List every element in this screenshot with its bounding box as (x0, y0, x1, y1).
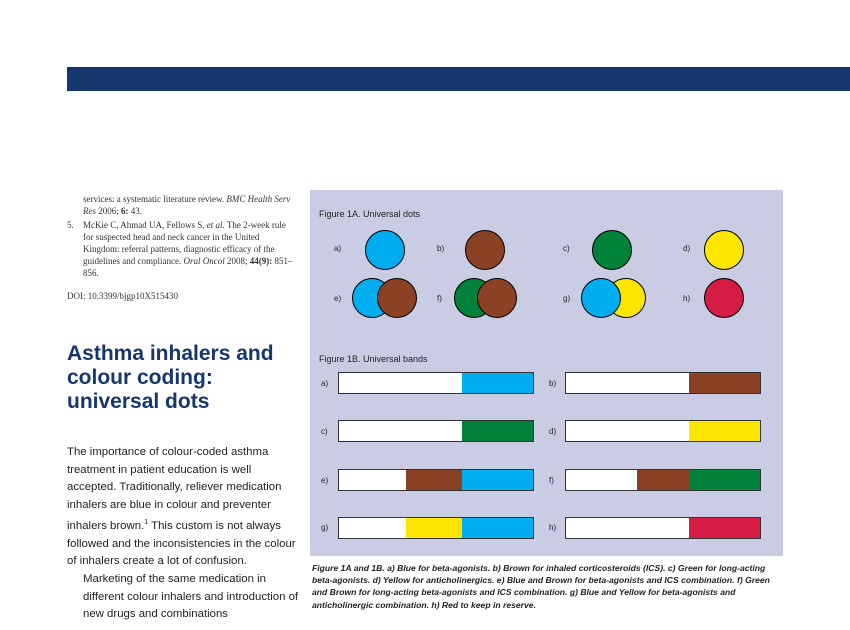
band-label-e: e) (321, 476, 329, 485)
dot-f-brown (477, 278, 517, 318)
band-label-h: h) (549, 523, 557, 532)
dot-label-c: c) (563, 244, 570, 253)
band-b (565, 372, 761, 394)
band-label-a: a) (321, 379, 329, 388)
journal-header-band (67, 67, 850, 91)
dot-label-e: e) (334, 294, 342, 303)
article-title: Asthma inhalers and colour coding: universal dots (67, 342, 274, 413)
dot-label-f: f) (437, 294, 442, 303)
dot-h-red (704, 278, 744, 318)
band-label-g: g) (321, 523, 329, 532)
reference-list (67, 193, 297, 279)
band-label-b: b) (549, 379, 557, 388)
dot-e-brown (377, 278, 417, 318)
dot-d-yellow (704, 230, 744, 270)
band-e (338, 469, 534, 491)
dot-label-b: b) (437, 244, 445, 253)
band-label-d: d) (549, 427, 557, 436)
band-c (338, 420, 534, 442)
dot-g-blue (581, 278, 621, 318)
doi-label: DOI: 10.3399/bjgp10X515430 (67, 291, 178, 301)
reference-5-number: 5. (67, 220, 74, 230)
band-label-c: c) (321, 427, 328, 436)
article-body (67, 444, 302, 624)
band-h (565, 517, 761, 539)
dot-b-brown (465, 230, 505, 270)
figure-caption: Figure 1A and 1B. a) Blue for beta-agonists. b) Brown for inhaled corticosteroids (ICS). c) Green for long-acting beta-agonists. d) Yellow for anticholinergics. e) Blue and Brown for beta-agonists and ICS combination. f) Green and Brown for long-acting beta-agonists and ICS combination. g) Blue and Yellow for beta-agonists and anticholinergic combination. h) Red to keep in reserve. (312, 563, 770, 610)
figure-panel (310, 190, 783, 556)
dot-label-d: d) (683, 244, 691, 253)
band-g (338, 517, 534, 539)
body-paragraph-1: The importance of colour-coded asthma treatment in patient education is well accepted. Traditionally, reliever medication inhalers are blue in colour and preventer inhalers brown.$^1$ This custom is not always followed and the inconsistencies in the colour of inhalers create a lot of confusion. (67, 446, 296, 568)
reference-4-continuation: services: a systematic literature review. BMC Health Serv Res 2006; 6: 43. (83, 194, 291, 216)
band-f (565, 469, 761, 491)
dot-c-green (592, 230, 632, 270)
figure-1b-title: Figure 1B. Universal bands (319, 354, 428, 364)
dot-label-a: a) (334, 244, 342, 253)
band-d (565, 420, 761, 442)
footnote-ref[interactable]: 1 (144, 519, 149, 527)
figure-1a-title: Figure 1A. Universal dots (319, 209, 421, 219)
band-label-f: f) (549, 476, 554, 485)
dot-label-g: g) (563, 294, 571, 303)
reference-5: 5. McKie C, Ahmad UA, Fellows S, et al. The 2-week rule for suspected head and neck cancer in the United Kingdom: referral patterns, diagnostic efficacy of the guidelines and compliance. Oral Oncol 2008; 44(9): 851–856. (67, 220, 293, 278)
body-paragraph-2: Marketing of the same medication in different colour inhalers and introduction of new drugs and combinations (83, 572, 299, 621)
dot-label-h: h) (683, 294, 691, 303)
dot-a-blue (365, 230, 405, 270)
band-a (338, 372, 534, 394)
